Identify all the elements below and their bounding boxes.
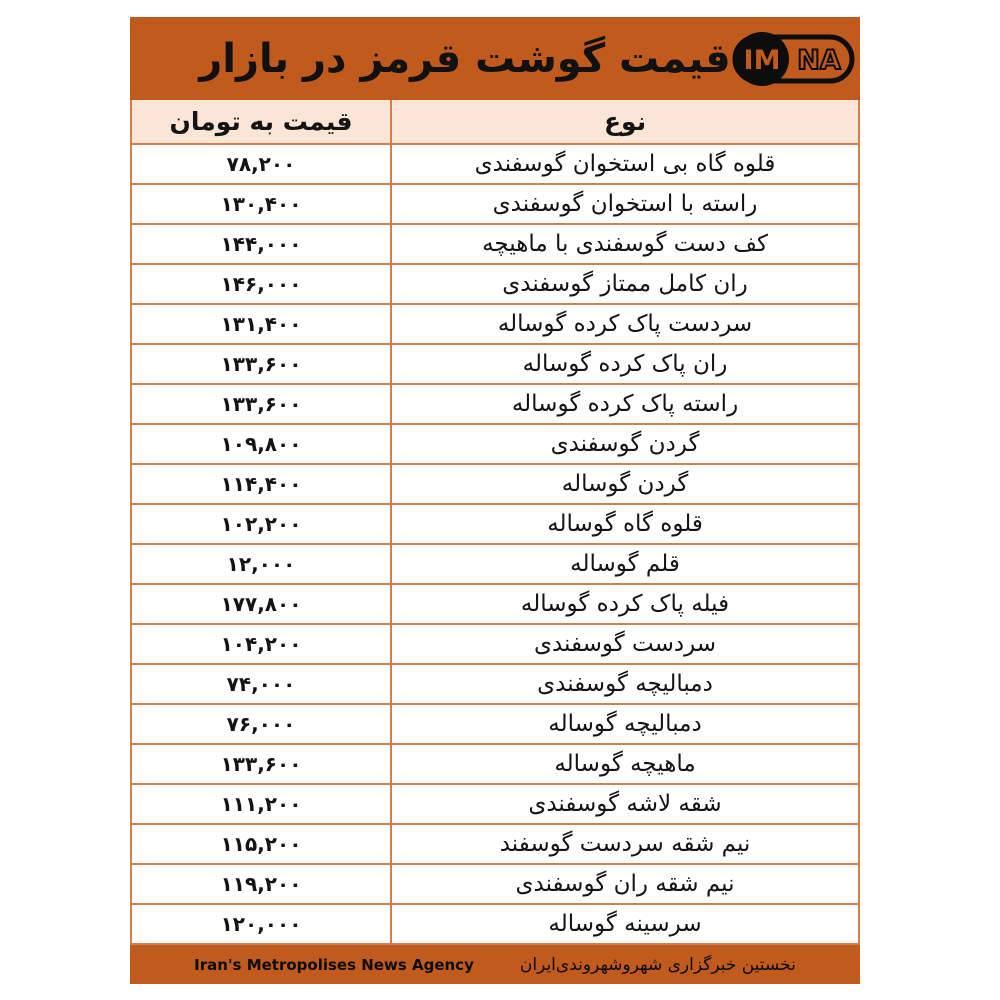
footer-agency-name-persian: نخستین خبرگزاری شهروشهروندی‌ایران [519, 954, 796, 975]
item-name-cell: فیله پاک کرده گوساله [520, 591, 730, 617]
price-cell: ۱۱۵,۲۰۰ [132, 825, 392, 863]
item-name-cell: دمبالیچه گوساله [548, 711, 702, 737]
price-cell: ۱۱۴,۴۰۰ [132, 465, 392, 503]
page-title: قیمت گوشت قرمز در بازار [199, 35, 731, 82]
item-name-cell: گردن گوسفندی [550, 431, 700, 457]
table-header-row [132, 100, 858, 145]
price-cell: ۱۲,۰۰۰ [132, 545, 392, 583]
price-cell: ۷۶,۰۰۰ [132, 705, 392, 743]
footer-agency-name-english: Iran's Metropolises News Agency [194, 955, 474, 974]
table-row [132, 865, 858, 905]
table-row [132, 745, 858, 785]
item-name-cell: نیم شقه سردست گوسفند [499, 831, 751, 857]
table-row [132, 385, 858, 425]
table-row [132, 785, 858, 825]
table-row [132, 345, 858, 385]
item-name-cell: قلوه گاه بی استخوان گوسفندی [474, 151, 776, 177]
table-row [132, 585, 858, 625]
item-name-cell: دمبالیچه گوسفندی [537, 671, 713, 697]
price-table [130, 100, 860, 945]
price-cell: ۱۳۰,۴۰۰ [132, 185, 392, 223]
item-name-cell: سردست پاک کرده گوساله [497, 311, 753, 337]
logo-na-letters: NA [797, 44, 841, 76]
table-row [132, 265, 858, 305]
price-cell: ۱۳۳,۶۰۰ [132, 385, 392, 423]
item-name-cell: قلوه گاه گوساله [547, 511, 703, 537]
imna-logo-icon [731, 28, 856, 90]
item-name-cell: سرسینه گوساله [548, 911, 702, 937]
price-table-body [132, 145, 858, 945]
item-name-cell: گردن گوساله [561, 471, 689, 497]
item-name-cell: ران پاک کرده گوساله [522, 351, 728, 377]
price-cell: ۷۴,۰۰۰ [132, 665, 392, 703]
item-name-cell: کف دست گوسفندی با ماهیچه [482, 231, 768, 257]
price-cell: ۱۲۰,۰۰۰ [132, 905, 392, 943]
price-cell: ۱۷۷,۸۰۰ [132, 585, 392, 623]
price-cell: ۱۰۲,۲۰۰ [132, 505, 392, 543]
price-cell: ۱۴۶,۰۰۰ [132, 265, 392, 303]
table-row [132, 825, 858, 865]
item-name-cell: ران کامل ممتاز گوسفندی [502, 271, 748, 297]
column-header-price: قیمت به تومان [132, 100, 392, 143]
table-row [132, 145, 858, 185]
table-row [132, 185, 858, 225]
price-cell: ۱۳۱,۴۰۰ [132, 305, 392, 343]
price-cell: ۱۱۹,۲۰۰ [132, 865, 392, 903]
price-cell: ۱۳۳,۶۰۰ [132, 745, 392, 783]
table-row [132, 545, 858, 585]
price-cell: ۱۴۴,۰۰۰ [132, 225, 392, 263]
price-cell: ۱۰۴,۲۰۰ [132, 625, 392, 663]
price-cell: ۱۳۳,۶۰۰ [132, 345, 392, 383]
table-row [132, 705, 858, 745]
table-row [132, 625, 858, 665]
table-row [132, 665, 858, 705]
table-row [132, 505, 858, 545]
title-bar [130, 17, 860, 100]
logo-im-letters: IM [743, 44, 781, 76]
item-name-cell: سردست گوسفندی [533, 631, 717, 657]
table-row [132, 305, 858, 345]
table-row [132, 425, 858, 465]
price-cell: ۱۱۱,۲۰۰ [132, 785, 392, 823]
item-name-cell: نیم شقه ران گوسفندی [515, 871, 735, 897]
item-name-cell: قلم گوساله [570, 551, 680, 577]
table-row [132, 905, 858, 945]
item-name-cell: ماهیچه گوساله [554, 751, 696, 777]
item-name-cell: راسته پاک کرده گوساله [511, 391, 739, 417]
table-row [132, 225, 858, 265]
column-header-type: نوع [603, 107, 647, 136]
price-cell: ۷۸,۲۰۰ [132, 145, 392, 183]
price-infographic [130, 17, 860, 984]
item-name-cell: شقه لاشه گوسفندی [528, 791, 722, 817]
price-cell: ۱۰۹,۸۰۰ [132, 425, 392, 463]
footer-bar [130, 945, 860, 984]
table-row [132, 465, 858, 505]
item-name-cell: راسته با استخوان گوسفندی [492, 191, 758, 217]
